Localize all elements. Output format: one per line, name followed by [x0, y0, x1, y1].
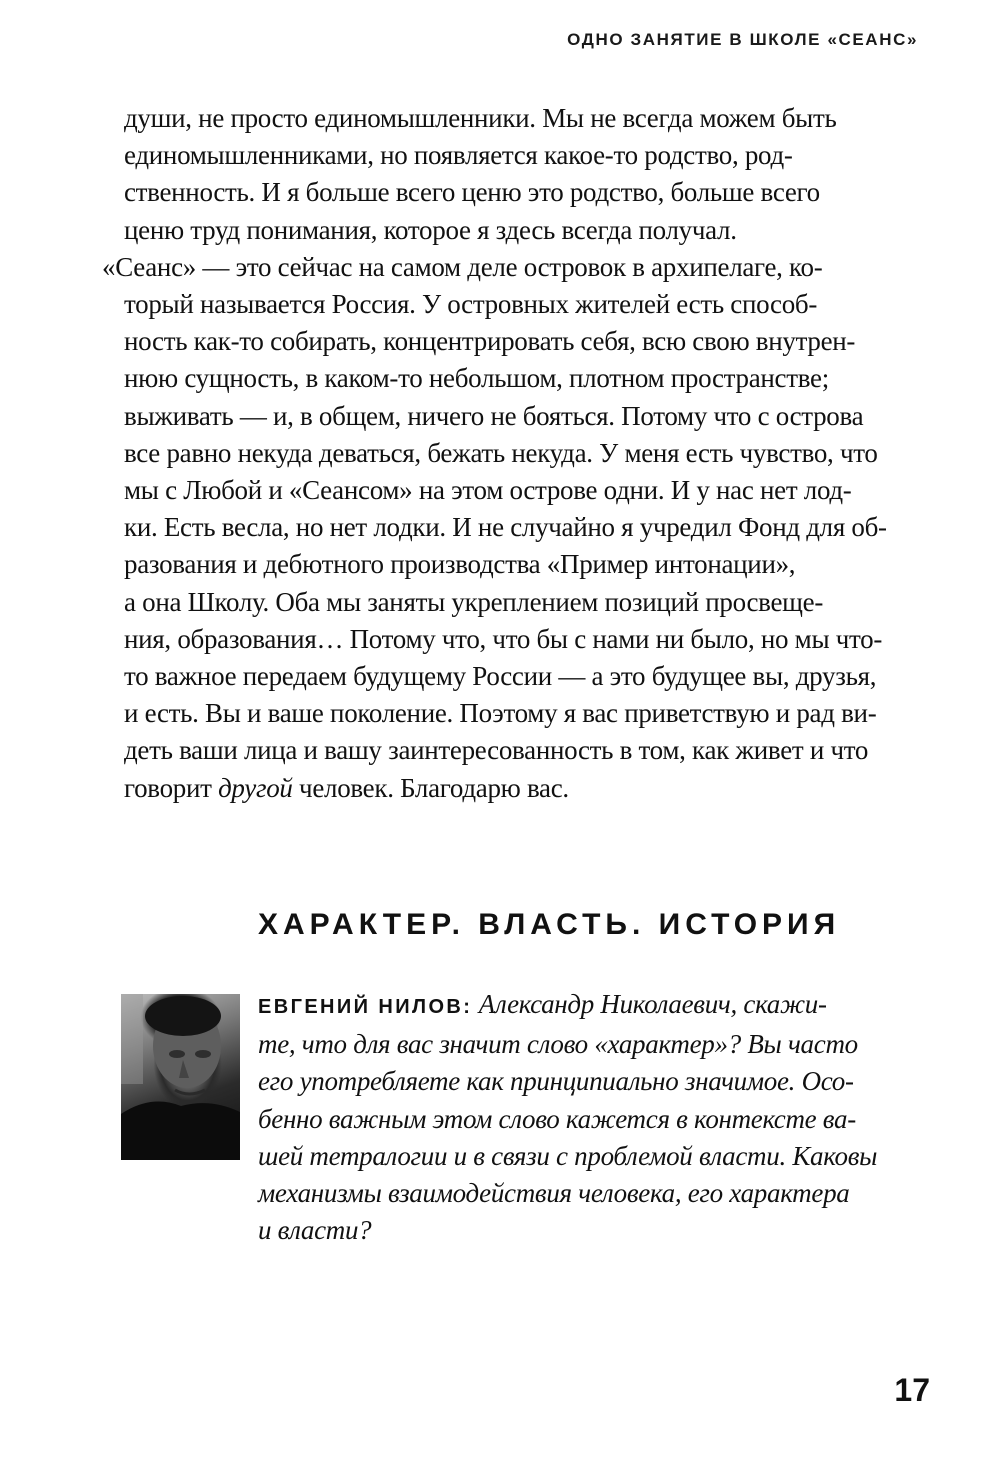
question-line: механизмы взаимодействия человека, его характера — [258, 1178, 850, 1209]
body-line: ки. Есть весла, но нет лодки. И не случайно я учредил Фонд для об- — [124, 512, 887, 543]
question-line: и власти? — [258, 1215, 372, 1246]
question-line: те, что для вас значит слово «характер»? Вы часто — [258, 1029, 858, 1060]
body-line-last — [124, 770, 924, 807]
body-text — [102, 100, 924, 807]
body-line: ственность. И я больше всего ценю это родство, больше всего — [124, 177, 820, 208]
question-line: шей тетралогии и в связи с проблемой власти. Каковы — [258, 1140, 878, 1171]
body-line: единомышленниками, но появляется какое-то родство, род- — [124, 140, 793, 171]
body-line: а она Школу. Оба мы заняты укреплением позиций просвеще- — [124, 586, 824, 617]
speaker-name: ЕВГЕНИЙ НИЛОВ: — [258, 996, 473, 1018]
question-line: его употребляете как принципиально значимое. Осо- — [258, 1066, 854, 1097]
body-line: ния, образования… Потому что, что бы с нами ни было, но мы что- — [124, 623, 883, 654]
question-line: бенно важным этом слово кажется в контексте ва- — [258, 1103, 856, 1134]
interview-question — [258, 986, 938, 1249]
body-line: нюю сущность, в каком-то небольшом, плотном пространстве; — [124, 363, 829, 394]
body-line: ность как-то собирать, концентрировать себя, всю свою внутрен- — [124, 326, 856, 357]
section-heading: ХАРАКТЕР. ВЛАСТЬ. ИСТОРИЯ — [258, 908, 841, 941]
question-text-segment: Александр Николаевич, скажи- — [472, 989, 827, 1019]
body-text-segment: человек. Благодарю вас. — [292, 772, 569, 803]
body-line: выживать — и, в общем, ничего не бояться. Потому что с острова — [124, 400, 864, 431]
body-line: мы с Любой и «Сеансом» на этом острове одни. И у нас нет лод- — [124, 475, 852, 506]
body-text-segment: говорит — [124, 772, 219, 803]
portrait-silhouette — [121, 994, 240, 1160]
body-line: деть ваши лица и вашу заинтересованность в том, как живет и что — [124, 735, 869, 766]
question-line — [258, 986, 938, 1026]
body-line: «Сеанс» — это сейчас на самом деле островок в архипелаге, ко- — [102, 251, 823, 282]
body-line: торый называется Россия. У островных жителей есть способ- — [124, 289, 818, 320]
speaker-portrait-photo — [121, 994, 240, 1160]
body-line: и есть. Вы и ваше поколение. Поэтому я вас приветствую и рад ви- — [124, 698, 877, 729]
running-header: ОДНО ЗАНЯТИЕ В ШКОЛЕ «СЕАНС» — [567, 30, 918, 49]
body-line: ценю труд понимания, которое я здесь всегда получал. — [124, 214, 737, 245]
body-line: то важное передаем будущему России — а это будущее вы, друзья, — [124, 661, 877, 692]
body-line: разования и дебютного производства «Пример интонации», — [124, 549, 796, 580]
page-number: 17 — [894, 1372, 930, 1408]
body-line: все равно некуда деваться, бежать некуда. У меня есть чувство, что — [124, 437, 878, 468]
emphasized-word: другой — [218, 772, 293, 803]
body-line: души, не просто единомышленники. Мы не всегда можем быть — [124, 103, 837, 133]
